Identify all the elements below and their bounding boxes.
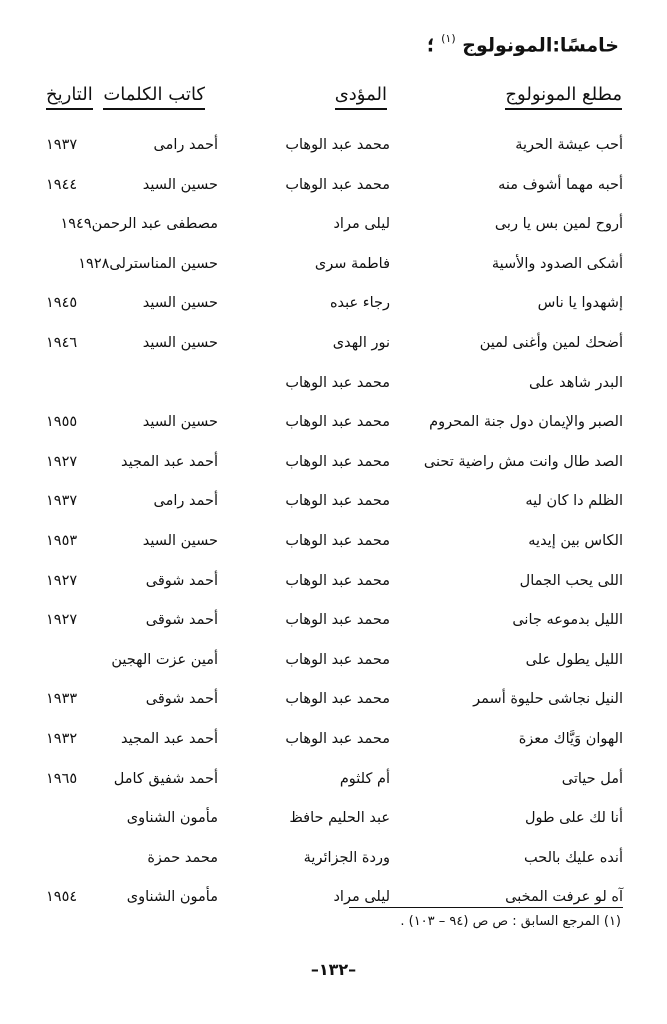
row-title: الصد طال وانت مش راضية تحنى <box>423 453 623 470</box>
row-singer: نور الهدى <box>332 334 390 351</box>
row-title: آه لو عرفت المخبى <box>505 889 623 906</box>
table-row <box>0 602 667 642</box>
row-singer: محمد عبد الوهاب <box>285 176 390 193</box>
row-title: أضحك لمين وأغنى لمين <box>479 334 623 351</box>
row-writer: أحمد شوقى <box>145 572 218 589</box>
row-title: الليل بدموعه جانى <box>512 612 623 629</box>
row-date: ١٩٢٧ <box>46 612 78 629</box>
footnote: (١) المرجع السابق : ص ص (٩٤ – ١٠٣) . <box>400 914 621 929</box>
row-singer: محمد عبد الوهاب <box>285 532 390 549</box>
header-date: التاريخ <box>46 84 93 110</box>
row-writer: حسين السيد <box>142 334 218 351</box>
row-title: الكاس بين إيديه <box>528 532 623 549</box>
table-row <box>0 246 667 286</box>
row-title: البدر شاهد على <box>528 374 623 391</box>
table-row <box>0 365 667 405</box>
row-title: الظلم دا كان ليه <box>525 493 623 510</box>
table-row <box>0 167 667 207</box>
row-singer: فاطمة سرى <box>314 255 390 272</box>
row-date: ١٩٣٧ <box>46 493 78 510</box>
row-title: النيل نجاشى حليوة أسمر <box>473 691 623 708</box>
row-writer: حسين السيد <box>142 532 218 549</box>
row-singer: محمد عبد الوهاب <box>285 493 390 510</box>
footnote-divider <box>349 907 623 908</box>
row-date: ١٩٥٤ <box>46 889 78 906</box>
row-date: ١٩٥٥ <box>46 414 78 431</box>
row-writer: محمد حمزة <box>147 849 218 866</box>
section-title-trailing: ؛ <box>426 34 435 57</box>
row-singer: ليلى مراد <box>333 216 390 233</box>
row-date: ١٩٥٣ <box>46 532 78 549</box>
row-writer: مأمون الشناوى <box>126 810 218 827</box>
row-writer: أحمد رامى <box>153 137 218 153</box>
row-writer-date: مصطفى عبد الرحمن١٩٤٩ <box>60 216 218 233</box>
row-writer: أحمد عبد المجيد <box>120 730 218 747</box>
row-date: ١٩٤٦ <box>46 334 78 351</box>
row-singer: محمد عبد الوهاب <box>285 651 390 668</box>
table-row <box>0 563 667 603</box>
table-row <box>0 483 667 523</box>
row-date: ١٩٤٥ <box>46 295 78 312</box>
footnote-marker: (١) <box>441 32 456 45</box>
row-writer: أحمد شفيق كامل <box>113 770 218 787</box>
table-row <box>0 206 667 246</box>
row-singer: محمد عبد الوهاب <box>285 453 390 470</box>
table-row <box>0 523 667 563</box>
row-title: إشهدوا يا ناس <box>537 295 623 312</box>
header-writer: كاتب الكلمات <box>103 84 205 110</box>
row-title: أحبه مهما أشوف منه <box>498 176 623 193</box>
row-writer: أحمد عبد المجيد <box>120 453 218 470</box>
row-title: أشكى الصدود والأسية <box>491 255 623 272</box>
table-row <box>0 681 667 721</box>
table-row <box>0 285 667 325</box>
row-title: الليل يطول على <box>525 651 623 668</box>
row-singer: محمد عبد الوهاب <box>285 137 390 153</box>
row-singer: ليلى مراد <box>333 889 390 906</box>
table-row <box>0 127 667 167</box>
row-title: أمل حياتى <box>561 770 623 787</box>
row-date: ١٩٤٤ <box>46 176 78 193</box>
row-singer: محمد عبد الوهاب <box>285 730 390 747</box>
row-writer-date: حسين المناسترلى١٩٢٨ <box>78 255 218 272</box>
row-title: أنده عليك بالحب <box>523 849 623 866</box>
table-row <box>0 761 667 801</box>
row-date: ١٩٢٧ <box>46 453 78 470</box>
page-number: –١٣٢– <box>310 960 357 979</box>
row-writer: أمين عزت الهجين <box>111 651 218 668</box>
header-title: مطلع المونولوج <box>505 84 622 110</box>
row-title: الصبر والإيمان دول جنة المحروم <box>429 414 623 431</box>
row-writer: أحمد شوقى <box>145 691 218 708</box>
row-writer: حسين السيد <box>142 414 218 431</box>
row-singer: رجاء عبده <box>329 295 390 312</box>
table-row <box>0 721 667 761</box>
table-row <box>0 404 667 444</box>
row-writer: حسين السيد <box>142 295 218 312</box>
row-writer: مأمون الشناوى <box>126 889 218 906</box>
row-title: اللى يحب الجمال <box>519 572 623 589</box>
row-singer: عبد الحليم حافظ <box>289 810 390 827</box>
table-row <box>0 879 667 919</box>
row-date: ١٩٣٣ <box>46 691 78 708</box>
table-row <box>0 840 667 880</box>
row-date: ١٩٢٧ <box>46 572 78 589</box>
table-row <box>0 325 667 365</box>
row-date: ١٩٦٥ <box>46 770 78 787</box>
header-singer: المؤدى <box>335 84 387 110</box>
row-singer: محمد عبد الوهاب <box>285 414 390 431</box>
row-writer: حسين السيد <box>142 176 218 193</box>
table-row <box>0 642 667 682</box>
row-writer: أحمد رامى <box>153 493 218 510</box>
row-date: ١٩٣٢ <box>46 730 78 747</box>
row-date: ١٩٣٧ <box>46 137 78 153</box>
table-row <box>0 444 667 484</box>
row-singer: وردة الجزائرية <box>303 849 390 866</box>
row-singer: محمد عبد الوهاب <box>285 691 390 708</box>
table-row <box>0 800 667 840</box>
section-title-text: خامسًا:المونولوج <box>462 34 619 57</box>
row-title: أنا لك على طول <box>524 810 623 827</box>
row-title: الهوان وَيَّاك معزة <box>518 730 623 747</box>
row-singer: أم كلثوم <box>339 770 390 787</box>
row-title: أروح لمين بس يا ربى <box>494 216 623 233</box>
monologue-table <box>0 127 667 919</box>
row-title: أحب عيشة الحرية <box>515 137 623 153</box>
row-singer: محمد عبد الوهاب <box>285 572 390 589</box>
row-singer: محمد عبد الوهاب <box>285 374 390 391</box>
row-writer: أحمد شوقى <box>145 612 218 629</box>
section-title <box>427 34 619 56</box>
row-singer: محمد عبد الوهاب <box>285 612 390 629</box>
